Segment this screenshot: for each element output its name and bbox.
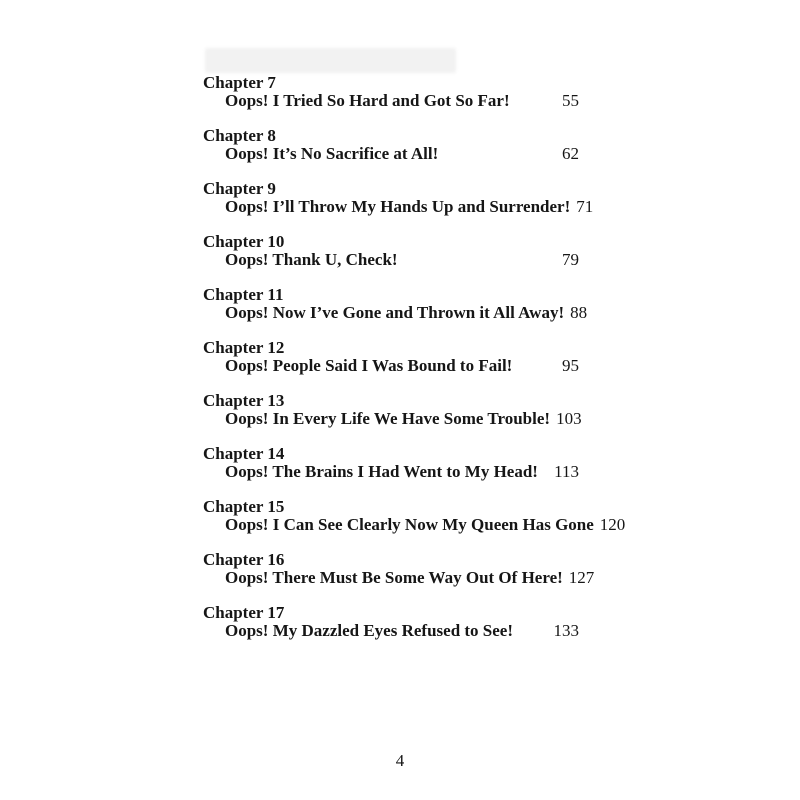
- chapter-heading: Chapter 8: [203, 126, 276, 145]
- chapter-heading: Chapter 15: [203, 497, 285, 516]
- chapter-title-row: [203, 357, 579, 375]
- chapter-title: Oops! I Tried So Hard and Got So Far!: [225, 91, 510, 110]
- chapter-title-row: [203, 303, 588, 322]
- chapter-page-number: 79: [562, 250, 579, 269]
- chapter-heading: Chapter 10: [203, 232, 285, 251]
- chapter-title-row: [203, 197, 594, 216]
- chapter-title: Oops! In Every Life We Have Some Trouble!: [225, 409, 551, 428]
- chapter-heading: Chapter 11: [203, 285, 284, 304]
- faded-highlight-block: [205, 48, 456, 73]
- toc-entry: [203, 550, 595, 587]
- chapter-title: Oops! My Dazzled Eyes Refused to See!: [225, 621, 514, 640]
- toc-entry: [203, 285, 588, 322]
- chapter-title-row: [203, 622, 579, 640]
- chapter-page-number: 120: [599, 515, 626, 534]
- chapter-title-row: [203, 251, 579, 269]
- chapter-page-number: 103: [556, 409, 582, 428]
- toc-list: [203, 73, 626, 657]
- page-number-footer: 4: [395, 751, 405, 770]
- chapter-title: Oops! The Brains I Had Went to My Head!: [225, 462, 538, 481]
- chapter-title: Oops! I’ll Throw My Hands Up and Surrender!: [225, 197, 571, 216]
- chapter-page-number: 95: [562, 356, 579, 375]
- chapter-heading: Chapter 7: [203, 73, 276, 92]
- toc-entry: [203, 179, 594, 216]
- toc-entry: [203, 233, 579, 269]
- chapter-title-row: [203, 515, 626, 534]
- chapter-page-number: 133: [553, 621, 579, 640]
- chapter-heading: Chapter 9: [203, 179, 276, 198]
- chapter-title-row: [203, 409, 582, 428]
- chapter-title: Oops! Thank U, Check!: [225, 250, 398, 269]
- chapter-title-row: [203, 463, 579, 481]
- chapter-title-row: [203, 145, 579, 163]
- toc-entry: [203, 604, 579, 640]
- chapter-page-number: 62: [562, 144, 579, 163]
- toc-entry: [203, 74, 579, 110]
- chapter-title: Oops! People Said I Was Bound to Fail!: [225, 356, 513, 375]
- toc-entry: [203, 339, 579, 375]
- chapter-page-number: 55: [562, 91, 579, 110]
- toc-entry: [203, 445, 579, 481]
- chapter-title: Oops! It’s No Sacrifice at All!: [225, 144, 439, 163]
- chapter-title-row: [203, 92, 579, 110]
- chapter-title: Oops! There Must Be Some Way Out Of Here!: [225, 568, 563, 587]
- chapter-heading: Chapter 13: [203, 391, 285, 410]
- chapter-heading: Chapter 17: [203, 603, 285, 622]
- toc-entry: [203, 127, 579, 163]
- chapter-page-number: 71: [576, 197, 594, 216]
- chapter-heading: Chapter 16: [203, 550, 285, 569]
- chapter-title: Oops! Now I’ve Gone and Thrown it All Away!: [225, 303, 565, 322]
- toc-entry: [203, 497, 626, 534]
- chapter-title: Oops! I Can See Clearly Now My Queen Has Gone: [225, 515, 594, 534]
- toc-entry: [203, 391, 582, 428]
- chapter-page-number: 127: [568, 568, 595, 587]
- chapter-title-row: [203, 568, 595, 587]
- chapter-page-number: 113: [554, 462, 579, 481]
- chapter-page-number: 88: [570, 303, 588, 322]
- chapter-heading: Chapter 14: [203, 444, 285, 463]
- chapter-heading: Chapter 12: [203, 338, 285, 357]
